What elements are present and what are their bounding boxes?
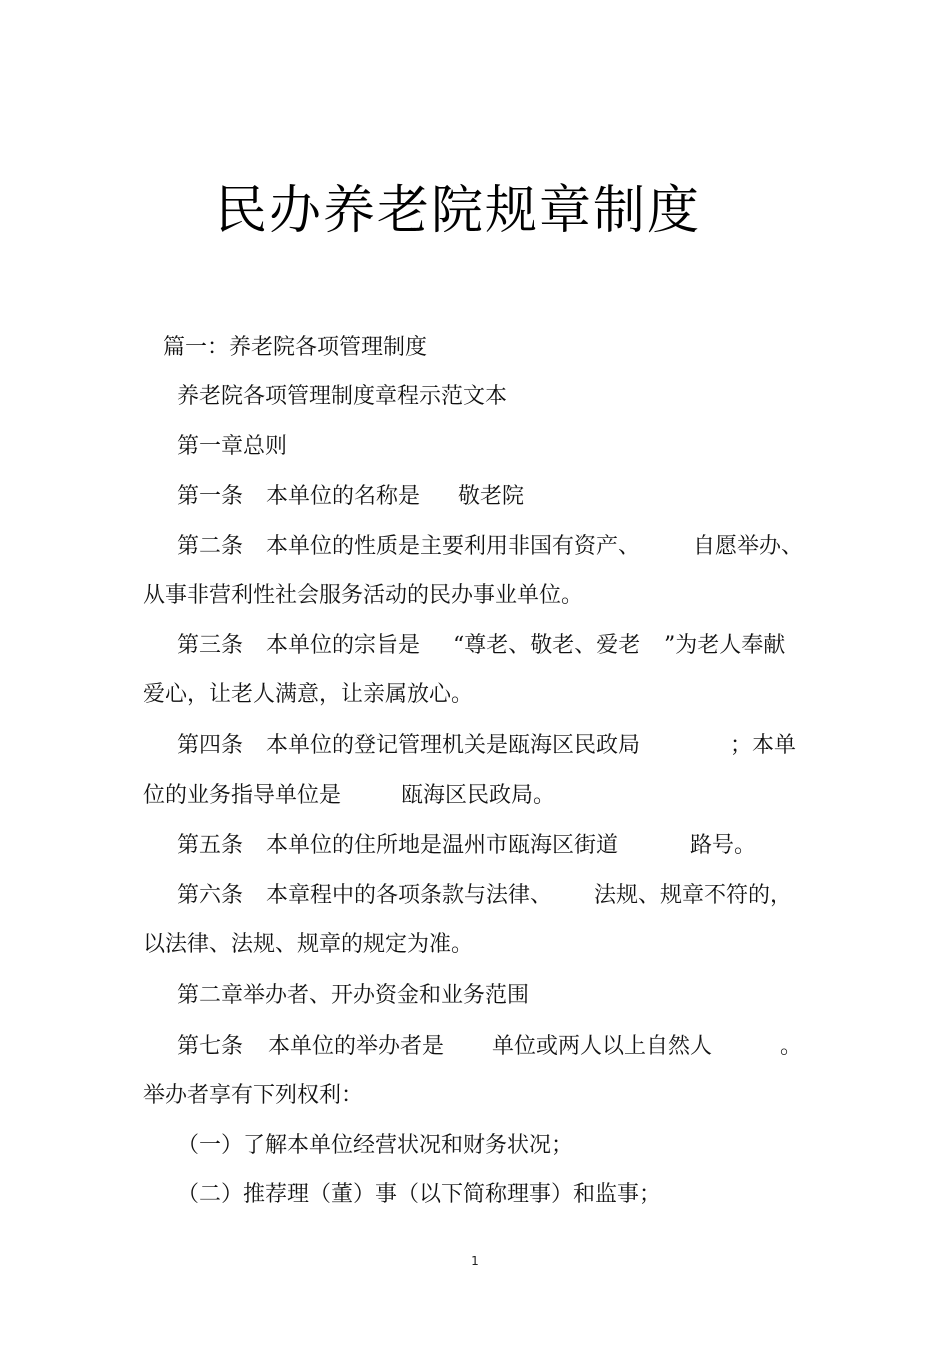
- text-segment: 单位或两人以上自然人: [492, 1034, 713, 1059]
- text-segment: 第三条: [177, 633, 244, 658]
- document-title: 民办养老院规章制度: [214, 181, 701, 241]
- text-segment: 第二条: [177, 534, 244, 559]
- text-segment: 以法律、法规、规章的规定为准。: [143, 932, 474, 957]
- text-segment: 第二章举办者、开办资金和业务范围: [177, 983, 530, 1008]
- text-segment: ；本单: [730, 733, 797, 758]
- text-segment: 举办者享有下列权利：: [143, 1083, 364, 1108]
- text-segment: 瓯海区民政局。: [401, 783, 556, 808]
- text-segment: 本单位的住所地是温州市瓯海区街道: [266, 833, 619, 858]
- text-segment: 本章程中的各项条款与法律、: [266, 883, 553, 908]
- text-segment: 本单位的宗旨是: [266, 633, 421, 658]
- text-segment: 第一章总则: [177, 434, 288, 459]
- text-segment: 第四条: [177, 733, 244, 758]
- text-segment: 第七条: [177, 1034, 244, 1059]
- text-segment: 本单位的举办者是: [268, 1034, 445, 1059]
- text-segment: 法规、规章不符的，: [594, 883, 793, 908]
- text-segment: （一）了解本单位经营状况和财务状况；: [177, 1133, 574, 1158]
- text-segment: 本单位的名称是: [266, 484, 421, 509]
- text-segment: 本单位的登记管理机关是瓯海区民政局: [266, 733, 641, 758]
- text-segment: （二）推荐理（董）事（以下简称理事）和监事；: [177, 1182, 662, 1207]
- text-segment: 路号。: [690, 833, 757, 858]
- text-segment: 养老院各项管理制度章程示范文本: [177, 384, 508, 409]
- text-segment: 本单位的性质是主要利用非国有资产、: [266, 534, 641, 559]
- text-segment: 敬老院: [458, 484, 525, 509]
- text-segment: ”为老人奉献: [664, 633, 786, 658]
- text-segment: “尊老、敬老、爱老: [453, 633, 641, 658]
- text-segment: 从事非营利性社会服务活动的民办事业单位。: [143, 583, 584, 608]
- text-segment: 篇一：养老院各项管理制度: [163, 335, 428, 360]
- text-segment: 第一条: [177, 484, 244, 509]
- text-segment: 自愿举办、: [693, 534, 804, 559]
- page-number: 1: [471, 1254, 479, 1268]
- text-segment: 第五条: [177, 833, 244, 858]
- text-segment: 位的业务指导单位是: [143, 783, 342, 808]
- text-segment: 第六条: [177, 883, 244, 908]
- text-segment: 。: [780, 1034, 803, 1059]
- text-segment: 爱心，让老人满意，让亲属放心。: [143, 682, 474, 707]
